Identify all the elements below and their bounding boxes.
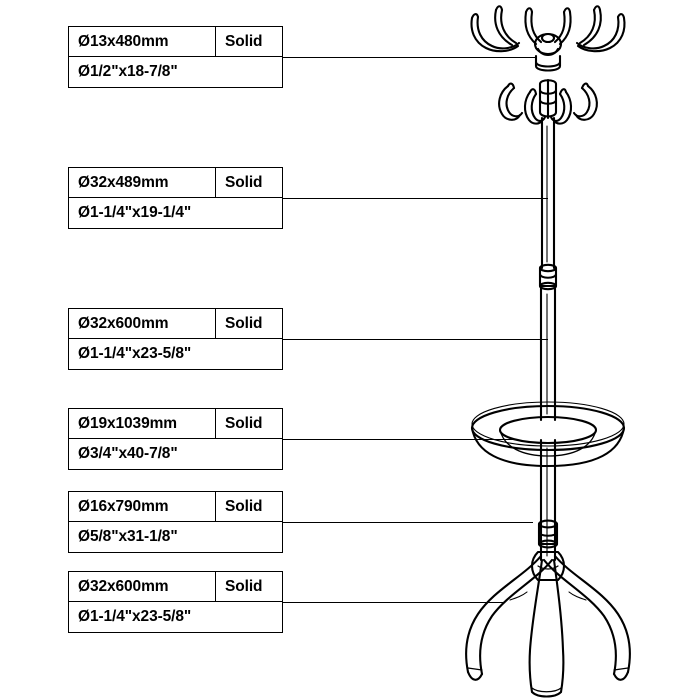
- callout-row-imperial: [69, 439, 282, 469]
- callout-row-imperial: [69, 522, 282, 552]
- callout-table: [68, 308, 283, 370]
- callout-metric-value: Ø19x1039mm: [69, 409, 216, 438]
- callout-row-imperial: [69, 198, 282, 228]
- callout-imperial-value: Ø1-1/4"x19-1/4": [78, 204, 192, 221]
- callout-row-metric: [69, 168, 282, 198]
- callout-imperial-value: Ø3/4"x40-7/8": [78, 445, 178, 462]
- callout-row-metric: [69, 572, 282, 602]
- callout-type-value: Solid: [225, 173, 263, 191]
- callout-imperial-value: Ø1/2"x18-7/8": [78, 63, 178, 80]
- callout-table: [68, 491, 283, 553]
- callout-metric-value: Ø13x480mm: [69, 27, 216, 56]
- callout-table: [68, 26, 283, 88]
- callout-row-imperial: [69, 602, 282, 632]
- callout-row-metric: [69, 409, 282, 439]
- callout-imperial-value: Ø1-1/4"x23-5/8": [78, 345, 192, 362]
- callout-metric-value: Ø32x600mm: [69, 572, 216, 601]
- callout-row-metric: [69, 309, 282, 339]
- callout-imperial-value: Ø1-1/4"x23-5/8": [78, 608, 192, 625]
- coat-rack-illustration: [420, 0, 700, 700]
- callout-row-metric: [69, 27, 282, 57]
- callout-metric-value: Ø32x600mm: [69, 309, 216, 338]
- callout-table: [68, 167, 283, 229]
- callout-imperial-value: Ø5/8"x31-1/8": [78, 528, 178, 545]
- callout-type-value: Solid: [225, 497, 263, 515]
- callout-table: [68, 571, 283, 633]
- callout-row-metric: [69, 492, 282, 522]
- callout-row-imperial: [69, 339, 282, 369]
- callout-type-value: Solid: [225, 32, 263, 50]
- callout-table: [68, 408, 283, 470]
- callout-row-imperial: [69, 57, 282, 87]
- callout-type-value: Solid: [225, 314, 263, 332]
- callout-type-value: Solid: [225, 414, 263, 432]
- callout-metric-value: Ø32x489mm: [69, 168, 216, 197]
- callout-metric-value: Ø16x790mm: [69, 492, 216, 521]
- callout-type-value: Solid: [225, 577, 263, 595]
